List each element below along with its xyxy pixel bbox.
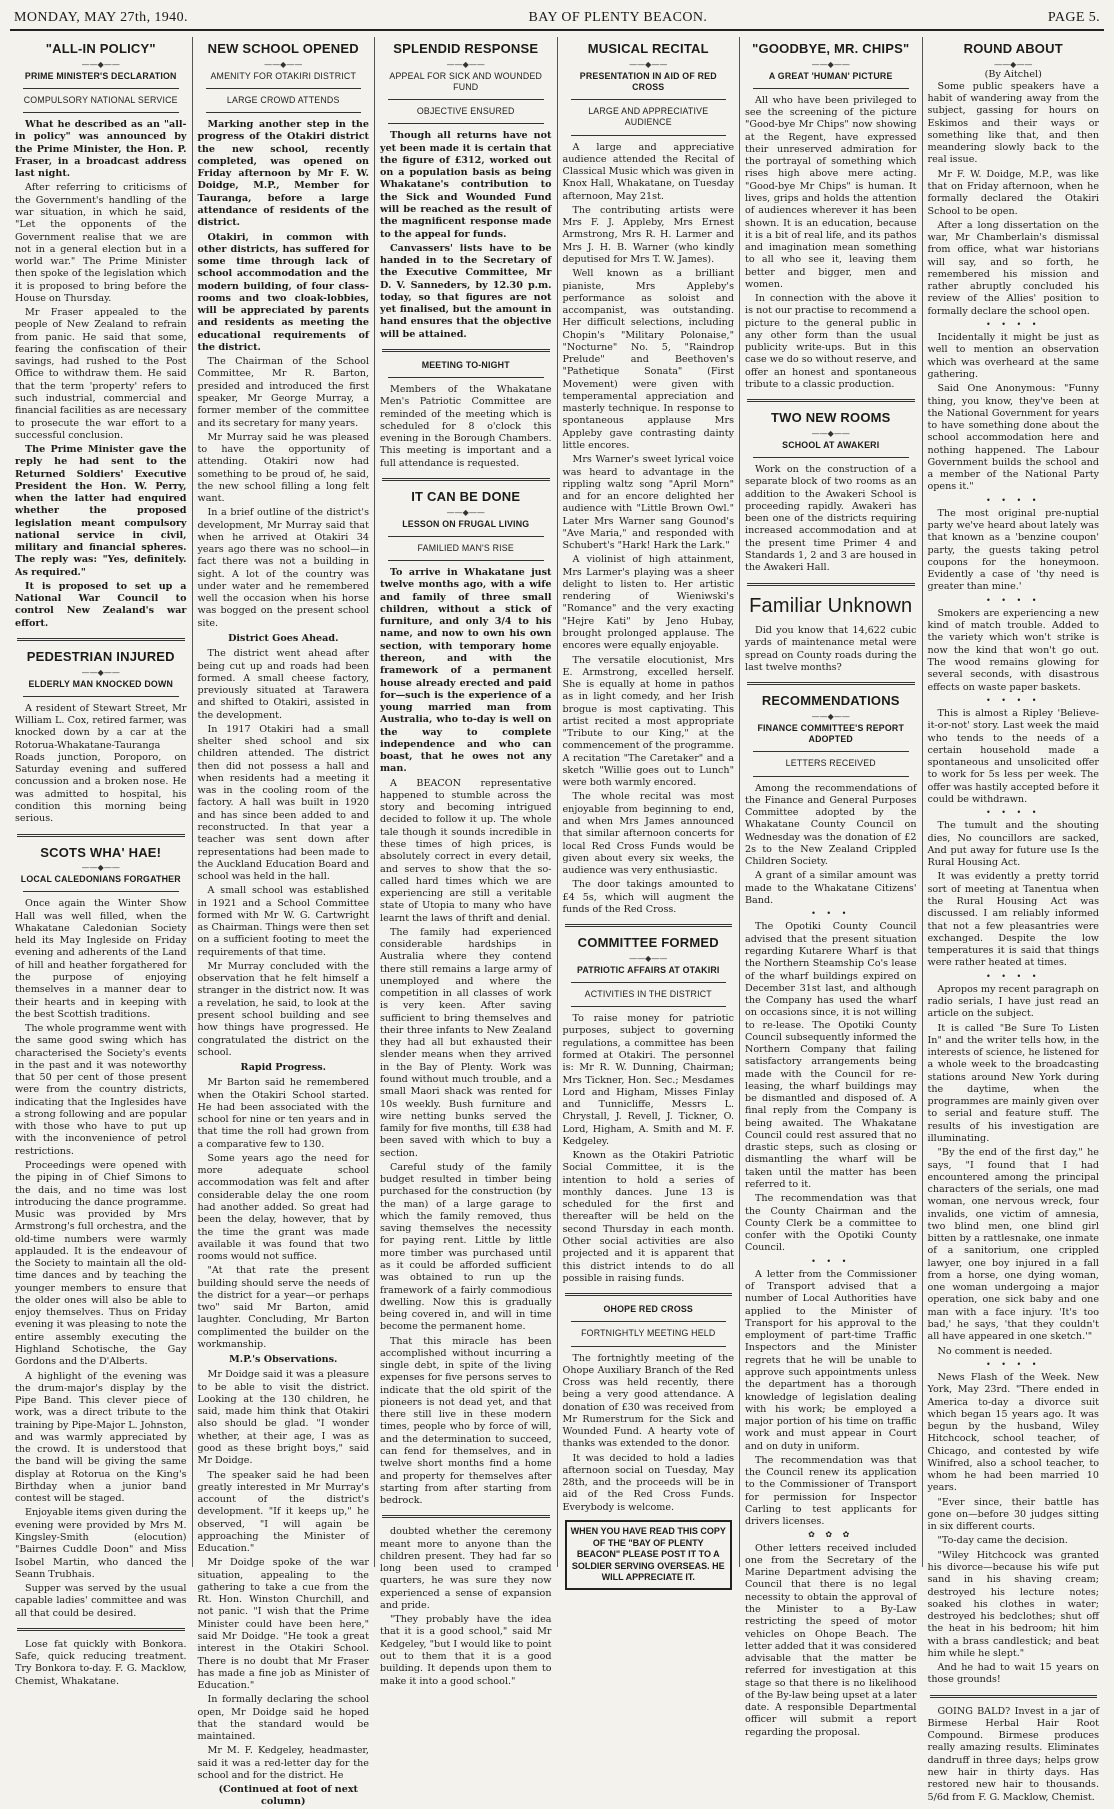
scots-headline: SCOTS WHA' HAE!: [40, 844, 162, 860]
paragraph: After a long dissertation on the war, Mr Chamberlain's dismissal from office, what war historians will say, and so forth, he remembered his mission and rather abruptly concluded his review of the Allies' position to formally declare the school open.: [927, 219, 1099, 317]
musical-recital-headline: MUSICAL RECITAL: [587, 41, 709, 56]
separator: ——◆——: [994, 59, 1033, 69]
paragraph: Members of the Whakatane Men's Patriotic Committee are reminded of the meeting which is scheduled for 8 o'clock this evening in the Borough Chambers. This meeting is important and a full attendance is requested.: [380, 384, 552, 469]
column-1: [10, 37, 193, 1687]
paragraph: What he described as an "all-in policy" was announced by the Prime Minister, the Hon. P. Fraser, in a broadcast address last night.: [15, 119, 187, 180]
chips-subhead: A GREAT 'HUMAN' PICTURE: [768, 70, 893, 81]
paragraph: "Wiley Hitchcock was granted his divorce—because his wife put sand in his shaving cream; destroyed his lecture notes; soaked his clothes in water; destroyed his bedclothes; shut off the heat in his bedroom; hit him with a brass candlestick; and beat him while he slept.": [927, 1549, 1099, 1659]
columns: [10, 37, 1104, 1808]
paragraph: The speaker said he had been greatly interested in Mr Murray's account of the district's development. "If it keeps up," he observed, "I will again be approaching the Minister of Education.": [197, 1469, 369, 1555]
masthead: [10, 8, 1104, 31]
rule: [571, 982, 727, 983]
paragraph: Mr Murray concluded with the observation that he felt himself a stranger in the district now. It was a revelation, he said, to look at the present school building and see how things have progressed. He congratulated the district on the school.: [197, 960, 369, 1058]
paragraph: The district went ahead after being cut up and roads had been formed. A small cheese factory, previously situated at Tarawera and shifted to Otakiri, assisted in the development.: [197, 648, 369, 721]
paragraph: Proceedings were opened with the piping in of Chief Simons to the dais, and no time was lost introducing the dance programme. Music was provided by Mrs Armstrong's full orchestra, and the old-time numbers were warmly applauded. It is the endeavour of the Society to maintain all the old-time dances and by teaching the younger members to ensure that the older ones will also be able to enjoy themselves. Thus on Friday evening it was pleasing to note the entire assembly executing the Highland Schotische, the Gay Gordons and the D'Alberts.: [15, 1160, 187, 1368]
separator: ——◆——: [811, 428, 850, 438]
divider: [382, 478, 550, 481]
issue-date: MONDAY, MAY 27th, 1940.: [14, 10, 188, 25]
rule: [388, 560, 544, 561]
divider: [17, 638, 185, 641]
paragraph: Mr Doidge said it was a pleasure to be able to visit the district. Looking at the 130 children, he said, made him think that Otakiri also should be glad. "I wonder whether, at their age, I was as good as these bright boys," said Mr Doidge.: [197, 1369, 369, 1467]
separator: ——◆——: [629, 59, 668, 69]
ornament: • • • •: [985, 1359, 1041, 1369]
paragraph: It is called "Be Sure To Listen In" and the writer tells how, in the interests of science, he listened for a whole week to the broadcasting stations around New York during the daytime, when the programmes are mainly given over to serial and feature stuff. The results of his investigation are illuminating.: [927, 1022, 1099, 1145]
newspaper-page: [10, 8, 1104, 1808]
rule: [571, 1006, 727, 1007]
paragraph: Supper was served by the usual capable ladies' committee and was all that could be desired.: [15, 1583, 187, 1619]
separator: ——◆——: [811, 59, 850, 69]
splendid-response-headline: SPLENDID RESPONSE: [393, 41, 539, 56]
rule: [571, 1321, 727, 1322]
going-bald-advert: GOING BALD? Invest in a jar of Birmese Herbal Hair Root Compound. Birmese produces really amazing results. Eliminates dandruff in three days; helps grow new hair in thirty days. Has restored new hair to thousands. 5/6d from F. G. Macklow, Chemist.: [927, 1705, 1099, 1803]
paragraph: No comment is needed.: [937, 1345, 1053, 1357]
rule: [23, 88, 179, 89]
rule: [388, 536, 544, 537]
round-about-headline: ROUND ABOUT: [963, 41, 1063, 56]
separator: ——◆——: [264, 59, 303, 69]
two-new-rooms-headline: TWO NEW ROOMS: [770, 410, 891, 426]
paper-title: BAY OF PLENTY BEACON.: [528, 10, 708, 25]
it-can-be-done-headline: IT CAN BE DONE: [411, 489, 521, 504]
new-school-headline: NEW SCHOOL OPENED: [207, 41, 359, 56]
familiar-unknown-headline: Familiar Unknown: [749, 594, 913, 617]
divider: [565, 924, 733, 927]
paragraph: Mr Murray said he was pleased to have the opportunity of attending. Otakiri now had something to be proud of, he said, the new school filling a long felt want.: [197, 431, 369, 505]
paragraph: Mr Fraser appealed to the people of New Zealand to refrain from panic. He said that some, fearing the confiscation of their savings, had rushed to the Post Office to withdraw them. He said that the term 'property' refers to such industrial, commercial and financial facilities as are necessary to prosecute the war effort to a successful conclusion.: [15, 307, 187, 441]
all-in-policy-headline: "ALL-IN POLICY": [45, 41, 156, 56]
splendid-subhead: APPEAL FOR SICK AND WOUNDED FUND: [389, 70, 543, 92]
paragraph: Apropos my recent paragraph on radio serials, I have just read an article on the subject.: [927, 983, 1099, 1020]
divider: [382, 349, 550, 352]
bonkora-advert: Lose fat quickly with Bonkora. Safe, quick reducing treatment. Try Bonkora to-day. F. G. Macklow, Chemist, Whakatane.: [15, 1638, 187, 1687]
rule: [753, 776, 909, 777]
paragraph: doubted whether the ceremony meant more to anyone than the children present. They had far so long been used to cramped quarters, he was sure they now experienced a sense of expansion and pride.: [380, 1526, 552, 1611]
paragraph: After referring to criticisms of the Government's handling of the war situation, in which he said, "Let the opponents of the Government realise that we are not in a general election but in a world war." The Prime Minister then spoke of the legislation which it is proposed to bring before the House on Thursday.: [15, 182, 187, 304]
column-6: [923, 37, 1105, 1803]
paragraph: Mr M. F. Kedgeley, headmaster, said it was a red-letter day for the school and for the district. He: [197, 1745, 369, 1781]
divider: [747, 682, 915, 685]
scots-subhead: LOCAL CALEDONIANS FORGATHER: [20, 874, 181, 885]
recital-subhead-2: LARGE AND APPRECIATIVE AUDIENCE: [588, 106, 709, 128]
poem: The tumult and the shouting dies, No councillors are sacked, And put away for future use Is the Rural Housing Act.: [927, 820, 1099, 869]
frugal-subhead-2: FAMILIED MAN'S RISE: [417, 542, 514, 553]
paragraph: Did you know that 14,622 cubic yards of maintenance metal were spread on County roads during the last twelve months?: [745, 625, 917, 673]
paragraph: A violinist of high attainment, Mrs Larmer's playing was a sheer delight to listen to. Her artistic rendering of Wieniwski's "Romance" and the very exacting "Hejre Kati" by Jeno Hubay, brought prolonged applause. The encores were equally enjoyable.: [562, 554, 734, 652]
paragraph: To arrive in Whakatane just twelve months ago, with a wife and family of three small children, without a stick of furniture, and only 3/4 to his name, and now to own his own section, with temporary home thereon, and with the framework of a permanent house already erected and paid for—such is the experience of a young married man from Australia, who to-day is well on the way to complete independence and who can boast, that he owes not any man.: [380, 567, 552, 775]
paragraph: "At that rate the present building should serve the needs of the district for a year—or perhaps two" said Mr Barton, amid laughter. Concluding, Mr Barton complimented the builder on the workmanship.: [197, 1265, 369, 1350]
paragraph: Mr Doidge spoke of the war situation, appealing to the gathering to take a cue from the Rt. Hon. Winston Churchill, and not panic. "I wish that the Prime Minister could have been here," said Mr Doidge. "He took a great interest in the Otakiri School. There is no doubt that Mr Fraser has made a fine job as Minister of Education.": [197, 1557, 369, 1692]
rule: [388, 123, 544, 124]
paragraph: The family had experienced considerable hardships in Australia where they contend there still remains a large army of unemployed and where the competition in all classes of work is very keen. After saving sufficient to bring themselves and their three infants to New Zealand they had all but exhausted their slender means when they arrived in the Bay of Plenty. Work was found without much trouble, and a small Maori shack was rented for 10s weekly. Bush furniture and wire netting bunks served the family for five months, till £38 had been saved with which to buy a section.: [380, 926, 552, 1159]
paragraph: It is proposed to set up a National War Council to control New Zealand's war effort.: [15, 580, 187, 629]
paragraph: In formally declaring the school open, Mr Doidge said he hoped that the standard would be maintained.: [197, 1694, 369, 1743]
paragraph: And he had to wait 15 years on those grounds!: [927, 1662, 1099, 1686]
paragraph: It was evidently a pretty torrid sort of meeting at Tanentua when the Rural Housing Act was discussed. I am reliably informed that not a few pleasantries were exchanged. Despite the low temperatures it is said that things were rather heated at times.: [927, 871, 1099, 969]
paragraph: Canvassers' lists have to be handed in to the Secretary of the Executive Committee, Mr D. V. Sanneders, by 12.30 p.m. today, so that figures are not yet finalised, but the amount in hand ensures that the objective will be attained.: [380, 242, 552, 340]
paragraph: Among the recommendations of the Finance and General Purposes Committee adopted by the Whakatane County Council on Wednesday was the donation of £2 2s to the New Zealand Crippled Children Society.: [745, 782, 917, 868]
paragraph: The recommendation was that the Council renew its application to the Commissioner of Transport for permission for Inspector Carling to test applicants for drivers licenses.: [745, 1454, 917, 1528]
rule: [23, 696, 179, 697]
crosshead: District Goes Ahead.: [228, 633, 339, 645]
ohope-subhead: FORTNIGHTLY MEETING HELD: [581, 1328, 716, 1339]
paragraph: Well known as a brilliant pianiste, Mrs Appleby's performance as soloist and accompanist, was outstanding. Her difficult selections, including Chopin's "Military Polonaise," "Nocturne" No. 5, "Raindrop Prelude" and Beethoven's "Pathetique Sonata" (First Movement) were given with temperamental appreciation and masterly technique. In response to spontaneous applause Mrs Appleby gave contrasting dainty little encores.: [562, 268, 734, 451]
paragraph: In connection with the above it is not our practise to recommend a picture to the general public in any other form than the usual publicity write-ups. But in this case we do so without reserve, and offer an honest and spontaneous tribute to a classic production.: [745, 293, 917, 390]
paragraph: Once again the Winter Show Hall was well filled, when the Whakatane Caledonian Society held its May Ingleside on Friday evening and adherents of the Land of hill and heather forgathered for the purpose of enjoying themselves in a manner dear to their hearts and in keeping with the best Scottish traditions.: [15, 898, 187, 1020]
paragraph: Careful study of the family budget resulted in timber being purchased for the construction (by the man) of a large garage to which the family removed, thus saving themselves the necessity for paying rent. Little by little more timber was purchased until as it could be afforded sufficient was obtained to run up the framework of a fairly commodious dwelling. Now this is gradually being covered in, and will in time become the permanent home.: [380, 1161, 552, 1333]
paragraph: Mrs Warner's sweet lyrical voice was heard to advantage in the rippling waltz song "April Morn" and for an encore delighted her audience with "Little Brown Owl." Later Mrs Warner sang Gounod's "Ave Maria," and responded with Schubert's "Hark! Hark the Lark.": [562, 454, 734, 552]
continued-note: (Continued at foot of next column): [218, 1784, 358, 1808]
committee-subhead-2: ACTIVITIES IN THE DISTRICT: [584, 988, 712, 999]
paragraph: "Ever since, their battle has gone on—before 30 judges sitting in six different courts.: [927, 1496, 1099, 1533]
rule: [23, 112, 179, 113]
paragraph: A BEACON representative happened to stumble across the story and becoming intrigued decided to follow it up. The whole tale though it sounds incredible in these times of high prices, is absolutely correct in every detail, and serves to show that the so-called hard times which we are experiencing are still a veritable state of Utopia to many who have learnt the laws of thrift and denial.: [380, 777, 552, 924]
divider: [747, 583, 915, 586]
divider: [17, 1628, 185, 1631]
paragraph: That this miracle has been accomplished without incurring a single debt, in spite of the living expenses for five persons serves to indicate that the old spirit of the pioneers is not dead yet, and that there still live in these modern times, people who by force of will, and the determination to succeed, can fend for themselves, and in twelve short months find a home and property for themselves after starting from after starting from bedrock.: [380, 1335, 552, 1507]
paragraph: A resident of Stewart Street, Mr William L. Cox, retired farmer, was knocked down by a car at the Rotorua-Whakatane-Tauranga Roads junction, Poroporo, on Saturday evening and suffered concussion and a broken nose. He was admitted to hospital, his condition this morning being serious.: [15, 702, 187, 825]
separator: ——◆——: [811, 711, 850, 721]
paragraph: The Opotiki County Council advised that the present situation regarding Kutarere Wharf is that the Northern Steamship Co's lease of the wharf buildings expired on December 31st last, and although the Company has used the wharf on occasions since, it is not willing to re-lease. The Opotiki County Council subsequently informed the Northern Company that failing satisfactory arrangements being made with the Council for re-leasing, the wharf buildings may be dismantled and disposed of. A final reply from the Company is being awaited. The Whakatane Council could rest assured that no drastic steps, such as closing or dismantling the wharf will be taken until the matter has been referred to it.: [745, 921, 917, 1191]
awakeri-subhead: SCHOOL AT AWAKERI: [782, 439, 880, 450]
committee-formed-headline: COMMITTEE FORMED: [577, 935, 719, 951]
rule: [206, 88, 362, 89]
paragraph: The fortnightly meeting of the Ohope Auxiliary Branch of the Red Cross was held recently, there being a very good attendance. A donation of £30 was received from Mr Rumerstrum for the Sick and Wounded Fund. A hearty vote of thanks was extended to the donor.: [562, 1352, 734, 1450]
separator: ——◆——: [446, 59, 485, 69]
committee-subhead: PATRIOTIC AFFAIRS AT OTAKIRI: [576, 964, 720, 975]
recommendations-headline: RECOMMENDATIONS: [761, 693, 900, 709]
paragraph: A large and appreciative audience attended the Recital of Classical Music which was given in Knox Hall, Whakatane, on Tuesday afternoon, May 21st.: [562, 141, 734, 202]
separator: ——◆——: [81, 667, 120, 677]
rule: [206, 112, 362, 113]
finance-subhead: FINANCE COMMITTEE'S REPORT ADOPTED: [757, 722, 905, 745]
post-to-soldier-notice: WHEN YOU HAVE READ THIS COPY OF THE "BAY OF PLENTY BEACON" PLEASE POST IT TO A SOLDIER SERVING OVERSEAS. HE WILL APPRECIATE IT.: [565, 1520, 733, 1590]
paragraph: The recommendation was that the County Chairman and the County Clerk be a committee to confer with the Opotiki County Council.: [745, 1193, 917, 1254]
separator: ——◆——: [446, 507, 485, 517]
paragraph: The whole recital was most enjoyable from beginning to end, and when Mrs James announced that similar afternoon concerts for local Red Cross Funds would be given about every six weeks, the audience was very enthusiastic.: [562, 791, 734, 877]
all-in-policy-subhead-2: COMPULSORY NATIONAL SERVICE: [23, 94, 178, 105]
divider: [17, 834, 185, 837]
rule: [388, 377, 544, 378]
goodbye-mr-chips-headline: "GOODBYE, MR. CHIPS": [752, 41, 910, 56]
paragraph: "They probably have the idea that it is a good school," said Mr Kedgeley, "but I would like to point out to them that it is a good building. It depends upon them to make it into a good school.": [380, 1614, 552, 1687]
paragraph: Other letters received included one from the Secretary of the Marine Department advising the Council that there is no legal necessity to obtain the approval of the Minister to a By-Law restricting the speed of motor vehicles on Ohope Beach. The letter added that it was considered advisable that the matter be referred for investigation at this stage so that there is no likelihood of the By-law being upset at a later date. A responsible Departmental officer will submit a report regarding the proposal.: [745, 1542, 917, 1738]
new-school-subhead: AMENITY FOR OTAKIRI DISTRICT: [210, 70, 357, 81]
ornament: • • •: [811, 909, 851, 919]
page-number: PAGE 5.: [1047, 10, 1100, 25]
ornament: ✿ ✿ ✿: [808, 1530, 854, 1540]
column-2: [193, 37, 376, 1808]
paragraph: Smokers are experiencing a new kind of match trouble. Added to the variety which won't strike is now the kind that won't go out. The wood remains glowing for several seconds, with disastrous effects on waste paper baskets.: [927, 607, 1099, 693]
splendid-subhead-2: OBJECTIVE ENSURED: [416, 106, 515, 117]
recital-subhead: PRESENTATION IN AID OF RED CROSS: [579, 70, 717, 92]
paragraph: Some public speakers have a habit of wandering away from the subject, gassing for hours on Eskimos and their ways or something like that, and then meandering slowly back to the real issue.: [927, 80, 1099, 166]
rule: [388, 99, 544, 100]
paragraph: The door takings amounted to £4 5s, which will augment the funds of the Red Cross.: [562, 879, 734, 915]
divider: [930, 1695, 1098, 1698]
paragraph: It was decided to hold a ladies afternoon social on Tuesday, May 28th, and the proceeds will be in aid of the Red Cross Funds. Everybody is welcome.: [562, 1452, 734, 1513]
paragraph: Incidentally it might be just as well to mention an observation which was overheard at the same gathering.: [927, 332, 1099, 380]
paragraph: The most original pre-nuptial party we've heard about lately was that known as a 'benzine coupon' party, the guests taking petrol coupons for the honeymoon. Evidently a case of 'thy need is greater than mine.': [927, 507, 1099, 593]
paragraph: News Flash of the Week. New York, May 23rd. "There ended in America to-day a divorce suit which began 15 years ago. It was begun by the husband, Wiley Hitchcock, school teacher, of Chicago, and contested by wife Winifred, also a school teacher, to whom he had been married 10 years.: [927, 1372, 1099, 1494]
ohope-red-cross-headline: OHOPE RED CROSS: [603, 1304, 694, 1315]
crosshead: Rapid Progress.: [240, 1062, 326, 1074]
paragraph: Work on the construction of a separate block of two rooms as an addition to the Awakeri School is proceeding rapidly. Awakeri has been one of the districts requiring increased accommodation and at the present time Primer 4 and Standards 1, 2 and 3 are housed in the Awakeri Hall.: [745, 464, 917, 574]
ornament: • • • •: [985, 495, 1041, 505]
new-school-subhead-2: LARGE CROWD ATTENDS: [226, 94, 340, 105]
ornament: • • • •: [985, 971, 1041, 981]
letters-subhead: LETTERS RECEIVED: [785, 758, 876, 769]
divider: [382, 1515, 550, 1518]
rule: [571, 99, 727, 100]
paragraph: Said One Anonymous: "Funny thing, you know, they've been at the National Government for years to have something done about the school accommodation here and nothing happened. The Labour Government builds the school and a member of the National Party opens it.": [927, 383, 1099, 493]
rule: [753, 88, 909, 89]
divider: [565, 1293, 733, 1296]
pedestrian-subhead: ELDERLY MAN KNOCKED DOWN: [28, 678, 174, 689]
paragraph: All who have been privileged to see the screening of the picture "Good-bye Mr Chips" now showing at the Regent, have expressed their unreserved admiration for the portrayal of something which rises high above mere acting. "Good-bye Mr Chips" is human. It lives, grips and holds the attention of audiences wherever it has been shown. It is an education, because it is a bit of real life, and its pathos and imagination mean something to all who see it, leaving them better and bigger, men and women.: [745, 94, 917, 290]
paragraph: The Chairman of the School Committee, Mr R. Barton, presided and introduced the first speaker, Mr George Murray, a former member of the committee and its secretary for many years.: [197, 356, 369, 429]
paragraph: Enjoyable items given during the evening were provided by Mrs M. Kingsley-Smith (elocution) "Bairnes Cuddle Doon" and Miss Isobel Martin, who danced the Seann Trubhais.: [15, 1507, 187, 1580]
paragraph: The versatile elocutionist, Mrs E. Armstrong, excelled herself. She is equally at home in pathos as in light comedy, and her Irish brogue is most captivating. This artist recited a most appropriate "Tribute to our King," at the commencement of the programme. A recitation "The Caretaker" and a sketch "Willie goes out to Lunch" were both warmly encored.: [562, 654, 734, 789]
rule: [571, 135, 727, 136]
paragraph: In a brief outline of the district's development, Mr Murray said that when he arrived at Otakiri 34 years ago there was no school—in fact there was not a building in sight. A lot of the country was under water and he remembered well the occasion when his horse was bogged on the present school site.: [197, 507, 369, 629]
meeting-tonight-headline: MEETING TO-NIGHT: [421, 359, 510, 370]
paragraph: Marking another step in the progress of the Otakiri district the new school, recently completed, was opened on Friday afternoon by Mr F. W. Doidge, M.P., Member for Tauranga, before a large attendance of residents of the district.: [197, 119, 369, 229]
paragraph: Otakiri, in common with other districts, has suffered for some time through lack of school accommodation and the modern building, of four class-rooms and two cloak-lobbies, will be appreciated by parents and residents as meeting the educational requirements of the district.: [197, 231, 369, 353]
paragraph: In 1917 Otakiri had a small shelter shed school and six children attended. The district then did not possess a hall and when residents had a meeting it was in the cooling room of the factory. A hall was built in 1920 and has since been added to and reconstructed. In that year a teacher was sent down after representations had been made to the Auckland Education Board and school was held in the hall.: [197, 723, 369, 883]
crosshead: M.P.'s Observations.: [229, 1354, 338, 1366]
all-in-policy-subhead: PRIME MINISTER'S DECLARATION: [24, 70, 177, 81]
paragraph: "To-day came the decision.: [937, 1535, 1068, 1547]
paragraph: A grant of a similar amount was made to the Whakatane Citizens' Band.: [745, 870, 917, 906]
paragraph: The contributing artists were Mrs F. J. Appleby, Mrs Ernest Armstrong, Mrs R. H. Larmer and Mrs J. H. B. Warner (who kindly deputised for Mrs T. W. James).: [562, 204, 734, 266]
ornament: • • • •: [985, 319, 1041, 329]
paragraph: A letter from the Commissioner of Transport advised that a number of Local Authorities have applied to the Minister of Transport for his approval to the employment of part-time Traffic Inspectors and the Minister regrets that he will be unable to approve such appointments unless the department has a thorough knowledge of legislation dealing with his work; be employed a major portion of his time on traffic work and must appear in Court and on duty in uniform.: [745, 1268, 917, 1452]
column-3: [375, 37, 558, 1687]
column-4: [558, 37, 741, 1583]
ornament: • • • •: [985, 595, 1041, 605]
paragraph: Though all returns have not yet been made it is certain that the figure of £312, worked out on a population basis as being Whakatane's contribution to the Sick and Wounded Fund will be reached as the result of the magnificent response made to the appeal for funds.: [380, 130, 552, 240]
separator: ——◆——: [81, 863, 120, 873]
ornament: • • • •: [985, 808, 1041, 818]
paragraph: The whole programme went with the same good swing which has characterised the Society's events in the past and it was noteworthy that 50 per cent of those present were from the country districts, indicating that the Inglesides have a strong following and are popular with those who have to put up with the inconvenience of petrol restrictions.: [15, 1023, 187, 1157]
separator: ——◆——: [81, 59, 120, 69]
rule: [753, 457, 909, 458]
separator: ——◆——: [629, 953, 668, 963]
rule: [571, 1346, 727, 1347]
paragraph: Some years ago the need for more adequate school accommodation was felt and after considerable delay the one room had another added. So great had been the delay, however, that by the time the grant was made available it was found that two rooms would not suffice.: [197, 1152, 369, 1263]
frugal-subhead: LESSON ON FRUGAL LIVING: [402, 518, 530, 529]
rule: [23, 891, 179, 892]
paragraph: Mr Barton said he remembered when the Otakiri School started. He had been associated with the school for nine or ten years and in that time the roll had grown from a comparative few to 130.: [197, 1077, 369, 1150]
paragraph: Known as the Otakiri Patriotic Social Committee, it is the intention to hold a series of monthly dances. June 13 is scheduled for the first and thereafter will be held on the second Thursday in each month. Other social activities are also projected and it is apparent that this district intends to do all possible in raising funds.: [562, 1150, 734, 1284]
paragraph: Mr F. W. Doidge, M.P., was like that on Friday afternoon, when he formally declared the Otakiri School to be open.: [927, 168, 1099, 217]
paragraph: A highlight of the evening was the drum-major's display by the Pipe Band. This clever piece of work, was a direct tribute to the training by Pipe-Major L. Johnston, and was warmly appreciated by the crowd. It is understood that the band will be giving the same display at Rotorua on the King's Birthday when a junior band contest will be staged.: [15, 1370, 187, 1505]
paragraph: The Prime Minister gave the reply he had sent to the Returned Soldiers' Executive President the Hon. W. Perry, when the latter had enquired whether the proposed legislation meant compulsory national service in civil, military and financial spheres. The reply was: "Yes, definitely. As required.": [15, 444, 187, 578]
paragraph: "By the end of the first day," he says, "I found that I had encountered among the principal characters of the serials, one mad woman, one nervous wreck, four invalids, one victim of amnesia, two blind men, one blind girl bitten by a rattlesnake, one inmate of a sanitorium, one crippled lawyer, one boy injured in a fall from a horse, one dying woman, one woman undergoing a major operation, one sick baby and one man with a face injury. 'It's too bad,' he says, 'that they couldn't all have appeared in one sketch.'": [927, 1147, 1099, 1343]
ornament: • • •: [811, 1256, 851, 1266]
byline: (By Aitchel): [984, 68, 1042, 80]
pedestrian-injured-headline: PEDESTRIAN INJURED: [26, 649, 175, 665]
rule: [753, 751, 909, 752]
column-5: [740, 37, 923, 1738]
paragraph: To raise money for patriotic purposes, subject to governing regulations, a committee has been formed at Otakiri. The personnel is: Mr R. W. Dunning, Chairman; Mrs Tickner, Hon. Sec.; Mesdames Lord and Higham, Misses Finlay and Tunnicliffe, Messrs L. Chrystall, J. Revell, J. Tickner, O. Lord, Higham, A. Smith and M. F. Kedgeley.: [562, 1013, 734, 1147]
ornament: • • • •: [985, 695, 1041, 705]
divider: [747, 399, 915, 402]
paragraph: This is almost a Ripley 'Believe-it-or-not' story. Last week the maid who tends to the needs of a certain household made a spontaneous and unsolicited offer to work for 5s less per week. The offer was hastily accepted before it could be withdrawn.: [927, 708, 1099, 805]
paragraph: A small school was established in 1921 and a School Committee formed with Mr W. G. Cartwright as Chairman. Things were then set on a sufficient footing to meet the requirements of that time.: [197, 885, 369, 958]
